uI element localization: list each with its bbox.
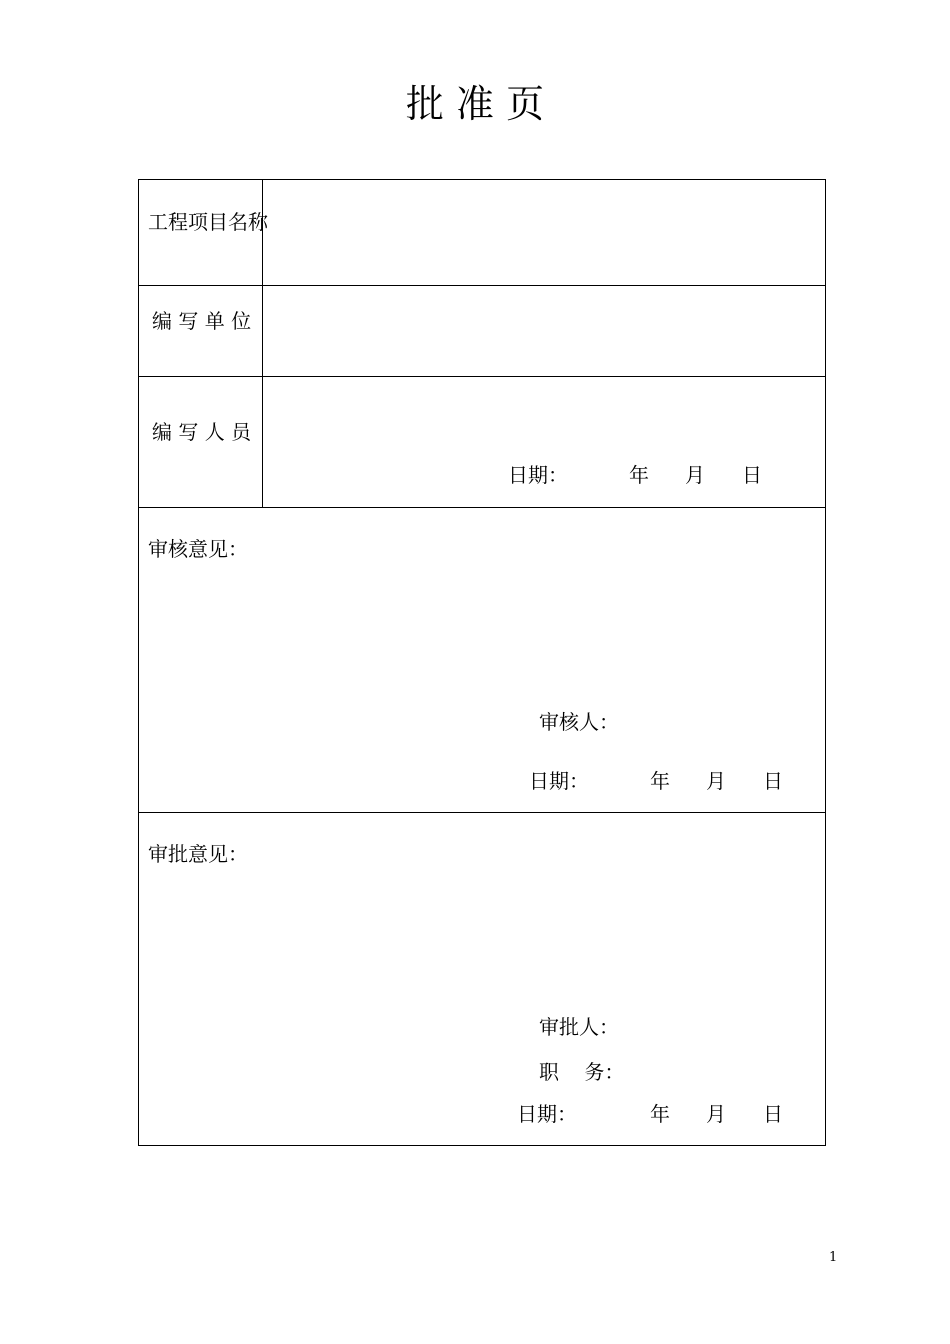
author-label: 编 写 人 员 bbox=[152, 420, 252, 444]
reviewer-label: 审核人： bbox=[539, 710, 619, 734]
review-date-label: 日期： bbox=[529, 769, 589, 793]
project-name-label: 工程项目名称 bbox=[148, 210, 268, 234]
position-label: 职 务： bbox=[539, 1060, 625, 1084]
approval-date-month: 月 bbox=[706, 1102, 726, 1126]
approval-date-day: 日 bbox=[763, 1102, 783, 1126]
review-date-year: 年 bbox=[650, 769, 670, 793]
unit-field[interactable] bbox=[265, 288, 823, 374]
author-date-year: 年 bbox=[629, 463, 649, 487]
row-divider-project bbox=[139, 285, 825, 286]
author-field[interactable] bbox=[265, 379, 823, 455]
review-opinion-label: 审核意见： bbox=[148, 537, 248, 561]
review-date-day: 日 bbox=[763, 769, 783, 793]
approver-label: 审批人： bbox=[539, 1015, 619, 1039]
row-divider-author bbox=[139, 507, 825, 508]
page-number: 1 bbox=[829, 1250, 838, 1265]
approval-date-label: 日期： bbox=[517, 1102, 577, 1126]
review-opinion-field[interactable] bbox=[148, 565, 818, 695]
approval-opinion-field[interactable] bbox=[148, 870, 818, 1000]
approval-opinion-label: 审批意见： bbox=[148, 842, 248, 866]
row-divider-unit bbox=[139, 376, 825, 377]
approval-form-table bbox=[138, 179, 826, 1146]
unit-label: 编 写 单 位 bbox=[152, 309, 252, 333]
author-date-label: 日期： bbox=[508, 463, 568, 487]
page-title: 批 准 页 bbox=[405, 82, 545, 126]
approval-date-year: 年 bbox=[650, 1102, 670, 1126]
row-divider-review bbox=[139, 812, 825, 813]
author-date-month: 月 bbox=[685, 463, 705, 487]
review-date-month: 月 bbox=[706, 769, 726, 793]
author-date-day: 日 bbox=[742, 463, 762, 487]
project-name-field[interactable] bbox=[265, 182, 823, 282]
